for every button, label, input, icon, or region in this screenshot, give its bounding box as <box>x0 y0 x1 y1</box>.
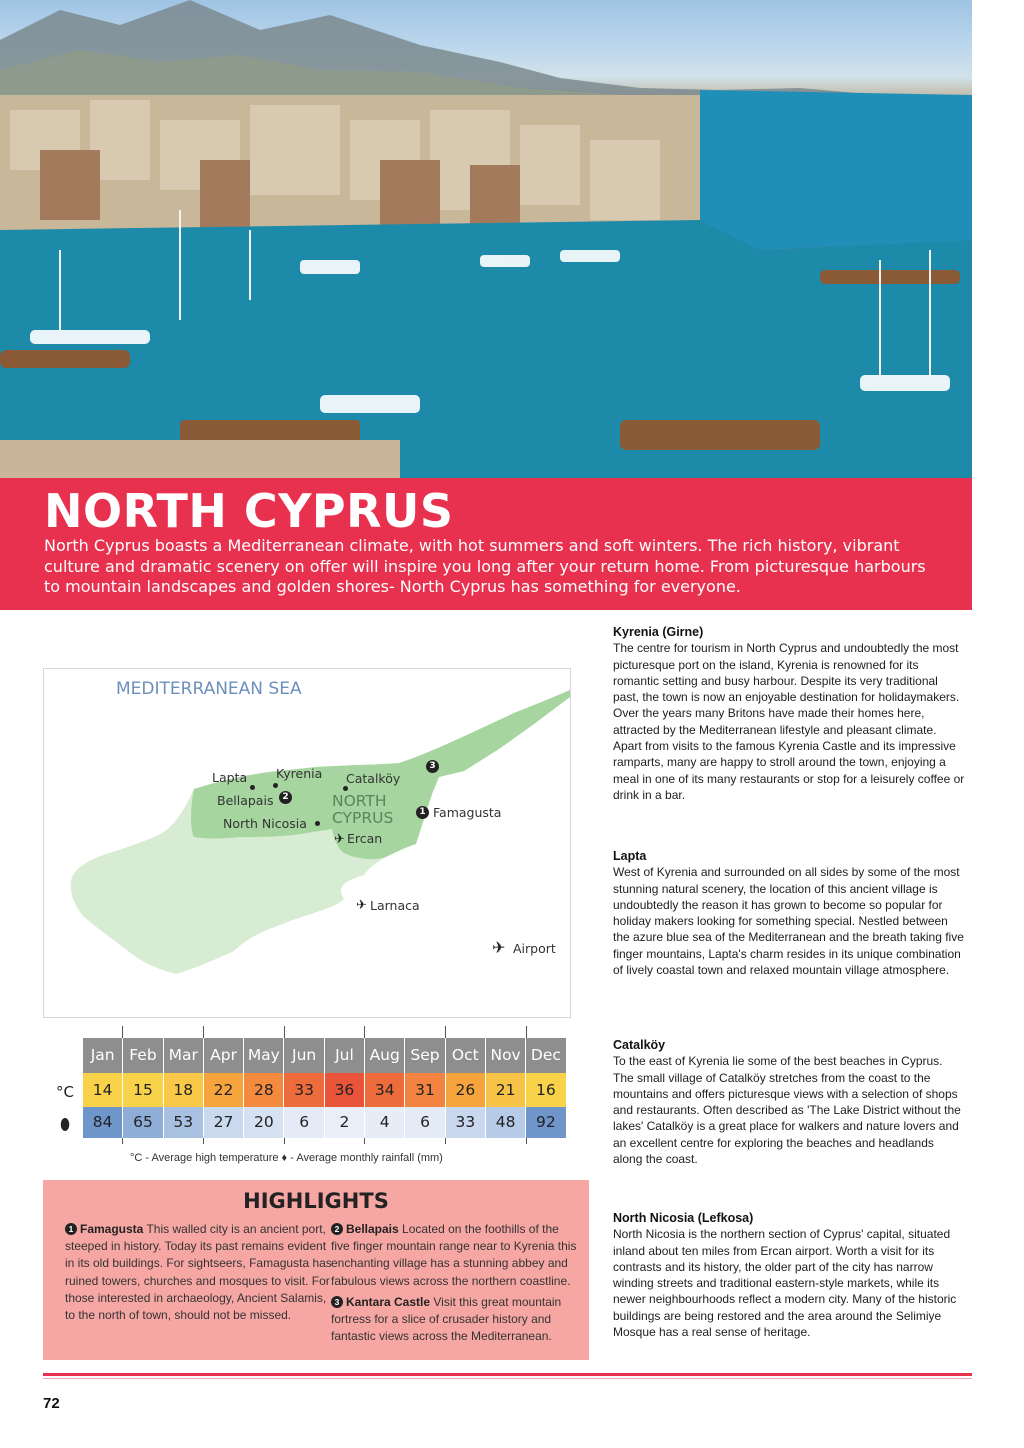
page-title: NORTH CYPRUS <box>44 484 454 538</box>
highlight-item <box>331 1221 579 1290</box>
place-kyrenia: Kyrenia <box>276 766 323 781</box>
rainfall-cell: 4 <box>364 1107 404 1138</box>
rainfall-cell: 53 <box>163 1107 203 1138</box>
footer-rule <box>43 1373 972 1376</box>
section-title: Kyrenia (Girne) <box>613 625 704 639</box>
section-north-nicosia <box>613 1210 965 1340</box>
footer-rule-thin <box>43 1378 972 1379</box>
nicosia-dot <box>315 821 320 826</box>
marker-3: 3 <box>426 760 439 773</box>
month-header: Aug <box>364 1038 404 1073</box>
section-title: North Nicosia (Lefkosa) <box>613 1211 754 1225</box>
section-kyrenia <box>613 624 965 803</box>
water-drop-icon: ⬮ <box>60 1115 71 1134</box>
highlight-item <box>331 1294 579 1346</box>
cyprus-map <box>44 669 570 1017</box>
temperature-cell: 28 <box>243 1073 283 1107</box>
rainfall-cell: 27 <box>203 1107 243 1138</box>
catalkoy-dot <box>343 786 348 791</box>
climate-legend: °C - Average high temperature ♦ - Average monthly rainfall (mm) <box>130 1152 443 1164</box>
rainfall-cell: 2 <box>324 1107 364 1138</box>
temperature-cell: 21 <box>485 1073 525 1107</box>
month-header: Jul <box>324 1038 364 1073</box>
section-title: Catalköy <box>613 1038 666 1052</box>
place-bellapais: Bellapais <box>217 793 274 808</box>
highlight-item <box>65 1221 335 1324</box>
rainfall-row <box>82 1107 566 1138</box>
temperature-cell: 26 <box>445 1073 485 1107</box>
kyrenia-dot <box>273 783 278 788</box>
temperature-unit: °C <box>56 1083 74 1101</box>
month-header: Nov <box>485 1038 525 1073</box>
temperature-cell: 34 <box>364 1073 404 1107</box>
month-header: Dec <box>525 1038 565 1073</box>
rainfall-cell: 33 <box>445 1107 485 1138</box>
place-catalkoy: Catalköy <box>346 771 401 786</box>
place-lapta: Lapta <box>212 770 248 785</box>
highlight-text: This walled city is an ancient port, steeped in history. Today its past remains evident in its old buildings. For sightseers, Famagusta has ruined towers, churches and mosques to visit. For those interested in archaeology, Ancient Salamis, to the north of town, should not be missed. <box>65 1222 332 1323</box>
temperature-cell: 16 <box>525 1073 565 1107</box>
temperature-cell: 15 <box>122 1073 162 1107</box>
place-ercan: Ercan <box>347 831 383 846</box>
highlights-box <box>43 1180 589 1360</box>
month-header: Jun <box>283 1038 323 1073</box>
sea-label: MEDITERRANEAN SEA <box>116 679 302 699</box>
section-catalkoy <box>613 1037 965 1167</box>
month-header: Oct <box>445 1038 485 1073</box>
temperature-cell: 33 <box>283 1073 323 1107</box>
rainfall-cell: 48 <box>485 1107 525 1138</box>
climate-table <box>82 1038 566 1138</box>
month-header: May <box>243 1038 283 1073</box>
rainfall-cell: 6 <box>283 1107 323 1138</box>
place-north-nicosia: North Nicosia <box>223 816 307 831</box>
highlight-name: Bellapais <box>346 1222 399 1236</box>
month-row <box>82 1038 566 1073</box>
number-badge: 3 <box>331 1296 343 1308</box>
airplane-icon: ✈ <box>492 940 506 957</box>
page-number: 72 <box>43 1395 60 1412</box>
highlight-name: Kantara Castle <box>346 1295 431 1309</box>
airplane-icon: ✈ <box>356 897 367 912</box>
temperature-cell: 31 <box>404 1073 444 1107</box>
month-header: Jan <box>82 1038 122 1073</box>
highlights-title: HIGHLIGHTS <box>243 1189 389 1213</box>
place-famagusta: Famagusta <box>433 805 502 820</box>
temperature-row <box>82 1073 566 1107</box>
highlight-text: Visit this great mountain fortress for a slice of crusader history and fantastic views across the Mediterranean. <box>331 1295 562 1344</box>
lapta-dot <box>250 785 255 790</box>
map <box>43 668 571 1018</box>
section-body: West of Kyrenia and surrounded on all sides by some of the most stunning natural scenery, the location of this ancient village is undoubtedly the reason it has grown to become so popular for holiday makers looking for something special. Nestled between the azure blue sea of the Mediterranean and the breath taking five finger mountains, Lapta's charm resides in its unique combination of lively coastal town and relaxed mountain village atmosphere. <box>613 865 964 978</box>
rainfall-cell: 20 <box>243 1107 283 1138</box>
month-header: Sep <box>404 1038 444 1073</box>
temperature-cell: 18 <box>163 1073 203 1107</box>
marker-1: 1 <box>416 806 429 819</box>
rainfall-cell: 84 <box>82 1107 122 1138</box>
rainfall-cell: 92 <box>525 1107 565 1138</box>
month-header: Apr <box>203 1038 243 1073</box>
intro-text: North Cyprus boasts a Mediterranean climate, with hot summers and soft winters. The rich history, vibrant culture and dramatic scenery on offer will inspire you long after your return home. From picturesque harbours to mountain landscapes and golden shores- North Cyprus has something for everyone. <box>44 536 926 596</box>
number-badge: 1 <box>65 1223 77 1235</box>
number-badge: 2 <box>331 1223 343 1235</box>
rainfall-cell: 6 <box>404 1107 444 1138</box>
temperature-cell: 22 <box>203 1073 243 1107</box>
section-body: North Nicosia is the northern section of Cyprus' capital, situated inland about ten miles from Ercan airport. Worth a visit for its contrasts and its history, the older part of the city has narrow winding streets and traditional eastern-style markets, while its newer neighbourhoods reflect a modern city. Many of the historic buildings are being restored and the area around the Selimiye Mosque has a real sense of heritage. <box>613 1227 957 1340</box>
north-cyprus-label: NORTH CYPRUS <box>332 792 394 827</box>
section-lapta <box>613 848 965 978</box>
month-header: Feb <box>122 1038 162 1073</box>
marker-2: 2 <box>279 791 292 804</box>
temperature-cell: 14 <box>82 1073 122 1107</box>
highlight-text: Located on the foothills of the five finger mountain range near to Kyrenia this enchanting village has a stunning abbey and fabulous views across the northern coastline. <box>331 1222 577 1288</box>
airplane-icon: ✈ <box>334 831 345 846</box>
month-header: Mar <box>163 1038 203 1073</box>
section-body: To the east of Kyrenia lie some of the best beaches in Cyprus. The small village of Catalköy stretches from the coast to the mountains and offers picturesque views with a selection of shops and restaurants. Often described as 'The Lake District without the lakes' Catalköy is a great place for walkers and nature lovers and an excellent centre for exploring the beaches and headlands along the coast. <box>613 1054 961 1167</box>
place-larnaca: Larnaca <box>370 898 420 913</box>
harbour-illustration <box>0 0 972 478</box>
section-title: Lapta <box>613 849 647 863</box>
hero-photo <box>0 0 972 478</box>
section-body: The centre for tourism in North Cyprus and undoubtedly the most picturesque port on the island, Kyrenia is renowned for its romantic setting and busy harbour. Despite its very traditional past, the town is now an enjoyable destination for holidaymakers. Over the years many Britons have made their homes here, attracted by the Mediterranean lifestyle and pleasant climate. Apart from visits to the famous Kyrenia Castle and its impressive ramparts, many are happy to stroll around the town, enjoying a meal in one of its many restaurants or stop for a leisurely coffee or drink in a bar. <box>613 641 965 802</box>
temperature-cell: 36 <box>324 1073 364 1107</box>
rainfall-cell: 65 <box>122 1107 162 1138</box>
airport-legend: Airport <box>513 941 556 956</box>
title-banner <box>0 478 972 610</box>
highlight-name: Famagusta <box>80 1222 144 1236</box>
